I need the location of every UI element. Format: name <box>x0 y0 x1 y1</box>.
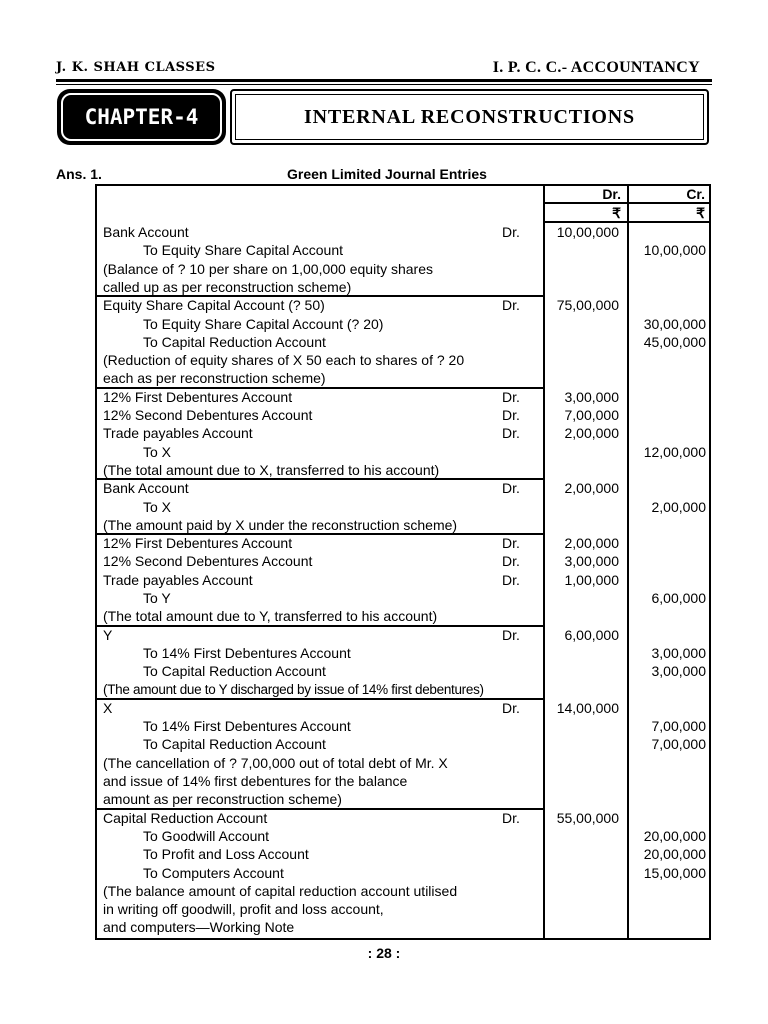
dr-amount: 10,00,000 <box>556 224 619 240</box>
dr-column-header: Dr. <box>602 186 621 202</box>
entry-text: and computers—Working Note <box>103 919 295 935</box>
cr-amount: 15,00,000 <box>643 865 706 881</box>
entry-text: (The total amount due to Y, transferred to his account) <box>103 608 438 624</box>
entry-text: Bank Account <box>103 480 189 496</box>
entry-text: Bank Account <box>103 224 189 240</box>
entry-text: X <box>103 700 113 716</box>
header-right-title: I. P. C. C.- ACCOUNTANCY <box>492 59 700 76</box>
header-rule-thin <box>56 84 712 85</box>
entry-text: To Capital Reduction Account <box>143 736 326 752</box>
dr-amount: 14,00,000 <box>556 700 619 716</box>
cr-amount: 30,00,000 <box>643 316 706 332</box>
cr-amount: 12,00,000 <box>643 444 706 460</box>
entry-text: To X <box>143 499 172 515</box>
dr-indicator: Dr. <box>502 389 520 405</box>
cr-amount: 7,00,000 <box>651 718 706 734</box>
entry-text: (Reduction of equity shares of X 50 each to shares of ? 20 <box>103 352 465 368</box>
entry-separator <box>97 387 543 389</box>
entry-separator <box>97 808 543 810</box>
chapter-label: CHAPTER-4 <box>61 93 222 141</box>
dr-amount: 2,00,000 <box>564 480 619 496</box>
dr-amount: 2,00,000 <box>564 535 619 551</box>
dr-indicator: Dr. <box>502 224 520 240</box>
entry-text: To Capital Reduction Account <box>143 663 326 679</box>
entry-text: (The balance amount of capital reduction account utilised <box>103 883 458 899</box>
answer-label: Ans. 1. <box>56 166 102 182</box>
entry-text: (The cancellation of ? 7,00,000 out of total debt of Mr. X <box>103 755 448 771</box>
entry-text: 12% Second Debentures Account <box>103 553 313 569</box>
dr-amount: 1,00,000 <box>564 572 619 588</box>
dr-amount: 7,00,000 <box>564 407 619 423</box>
entry-text: To Capital Reduction Account <box>143 334 326 350</box>
chapter-title: INTERNAL RECONSTRUCTIONS <box>235 94 704 140</box>
entry-text: Trade payables Account <box>103 572 253 588</box>
entry-separator <box>97 533 543 535</box>
journal-table <box>95 184 711 940</box>
dr-indicator: Dr. <box>502 297 520 313</box>
entry-text: (The total amount due to X, transferred to his account) <box>103 462 440 478</box>
entry-text: 12% First Debentures Account <box>103 389 293 405</box>
dr-indicator: Dr. <box>502 535 520 551</box>
cr-currency: ₹ <box>696 205 705 221</box>
dr-indicator: Dr. <box>502 425 520 441</box>
journal-title: Green Limited Journal Entries <box>287 166 487 182</box>
entry-text: To Goodwill Account <box>143 828 270 844</box>
entry-separator <box>97 478 543 480</box>
entry-text: 12% Second Debentures Account <box>103 407 313 423</box>
cr-amount: 3,00,000 <box>651 663 706 679</box>
cr-amount: 6,00,000 <box>651 590 706 606</box>
dr-indicator: Dr. <box>502 572 520 588</box>
entry-text: To Profit and Loss Account <box>143 846 309 862</box>
cr-amount: 10,00,000 <box>643 242 706 258</box>
dr-amount: 55,00,000 <box>556 810 619 826</box>
entry-text: each as per reconstruction scheme) <box>103 370 326 386</box>
cr-amount: 2,00,000 <box>651 499 706 515</box>
cr-amount: 45,00,000 <box>643 334 706 350</box>
dr-currency: ₹ <box>612 205 621 221</box>
cr-amount: 20,00,000 <box>643 828 706 844</box>
entry-text: (The amount due to Y discharged by issue of 14% first debentures) <box>103 682 484 697</box>
entry-text: To X <box>143 444 172 460</box>
entry-text: To Equity Share Capital Account (? 20) <box>143 316 384 332</box>
dr-indicator: Dr. <box>502 553 520 569</box>
chapter-badge <box>57 89 226 145</box>
cr-amount: 20,00,000 <box>643 846 706 862</box>
cr-column-header: Cr. <box>686 186 705 202</box>
entry-text: Trade payables Account <box>103 425 253 441</box>
dr-indicator: Dr. <box>502 627 520 643</box>
entry-text: To Equity Share Capital Account <box>143 242 344 258</box>
entry-text: Y <box>103 627 113 643</box>
entry-separator <box>97 698 543 700</box>
header-left-title: J. K. SHAH CLASSES <box>56 60 216 75</box>
entry-text: To 14% First Debentures Account <box>143 645 351 661</box>
header-rule-thick <box>56 79 712 82</box>
dr-indicator: Dr. <box>502 700 520 716</box>
entry-separator <box>97 295 543 297</box>
entry-text: (The amount paid by X under the reconstruction scheme) <box>103 517 458 533</box>
dr-indicator: Dr. <box>502 480 520 496</box>
entry-text: 12% First Debentures Account <box>103 535 293 551</box>
entry-text: Capital Reduction Account <box>103 810 268 826</box>
dr-amount: 2,00,000 <box>564 425 619 441</box>
entry-separator <box>97 625 543 627</box>
dr-amount: 75,00,000 <box>556 297 619 313</box>
dr-amount: 6,00,000 <box>564 627 619 643</box>
page-number: : 28 : <box>367 945 401 961</box>
entry-text: Equity Share Capital Account (? 50) <box>103 297 325 313</box>
entry-text: in writing off goodwill, profit and loss account, <box>103 901 384 917</box>
column-divider-cr <box>627 186 629 938</box>
dr-amount: 3,00,000 <box>564 553 619 569</box>
entry-text: amount as per reconstruction scheme) <box>103 791 342 807</box>
dr-indicator: Dr. <box>502 407 520 423</box>
chapter-title-box <box>230 89 709 145</box>
dr-indicator: Dr. <box>502 810 520 826</box>
entry-text: To Computers Account <box>143 865 284 881</box>
entry-text: and issue of 14% first debentures for the balance <box>103 773 408 789</box>
cr-amount: 3,00,000 <box>651 645 706 661</box>
cr-amount: 7,00,000 <box>651 736 706 752</box>
entry-text: To Y <box>143 590 171 606</box>
entry-text: called up as per reconstruction scheme) <box>103 279 352 295</box>
entry-text: (Balance of ? 10 per share on 1,00,000 equity shares <box>103 261 433 277</box>
dr-amount: 3,00,000 <box>564 389 619 405</box>
entry-text: To 14% First Debentures Account <box>143 718 351 734</box>
